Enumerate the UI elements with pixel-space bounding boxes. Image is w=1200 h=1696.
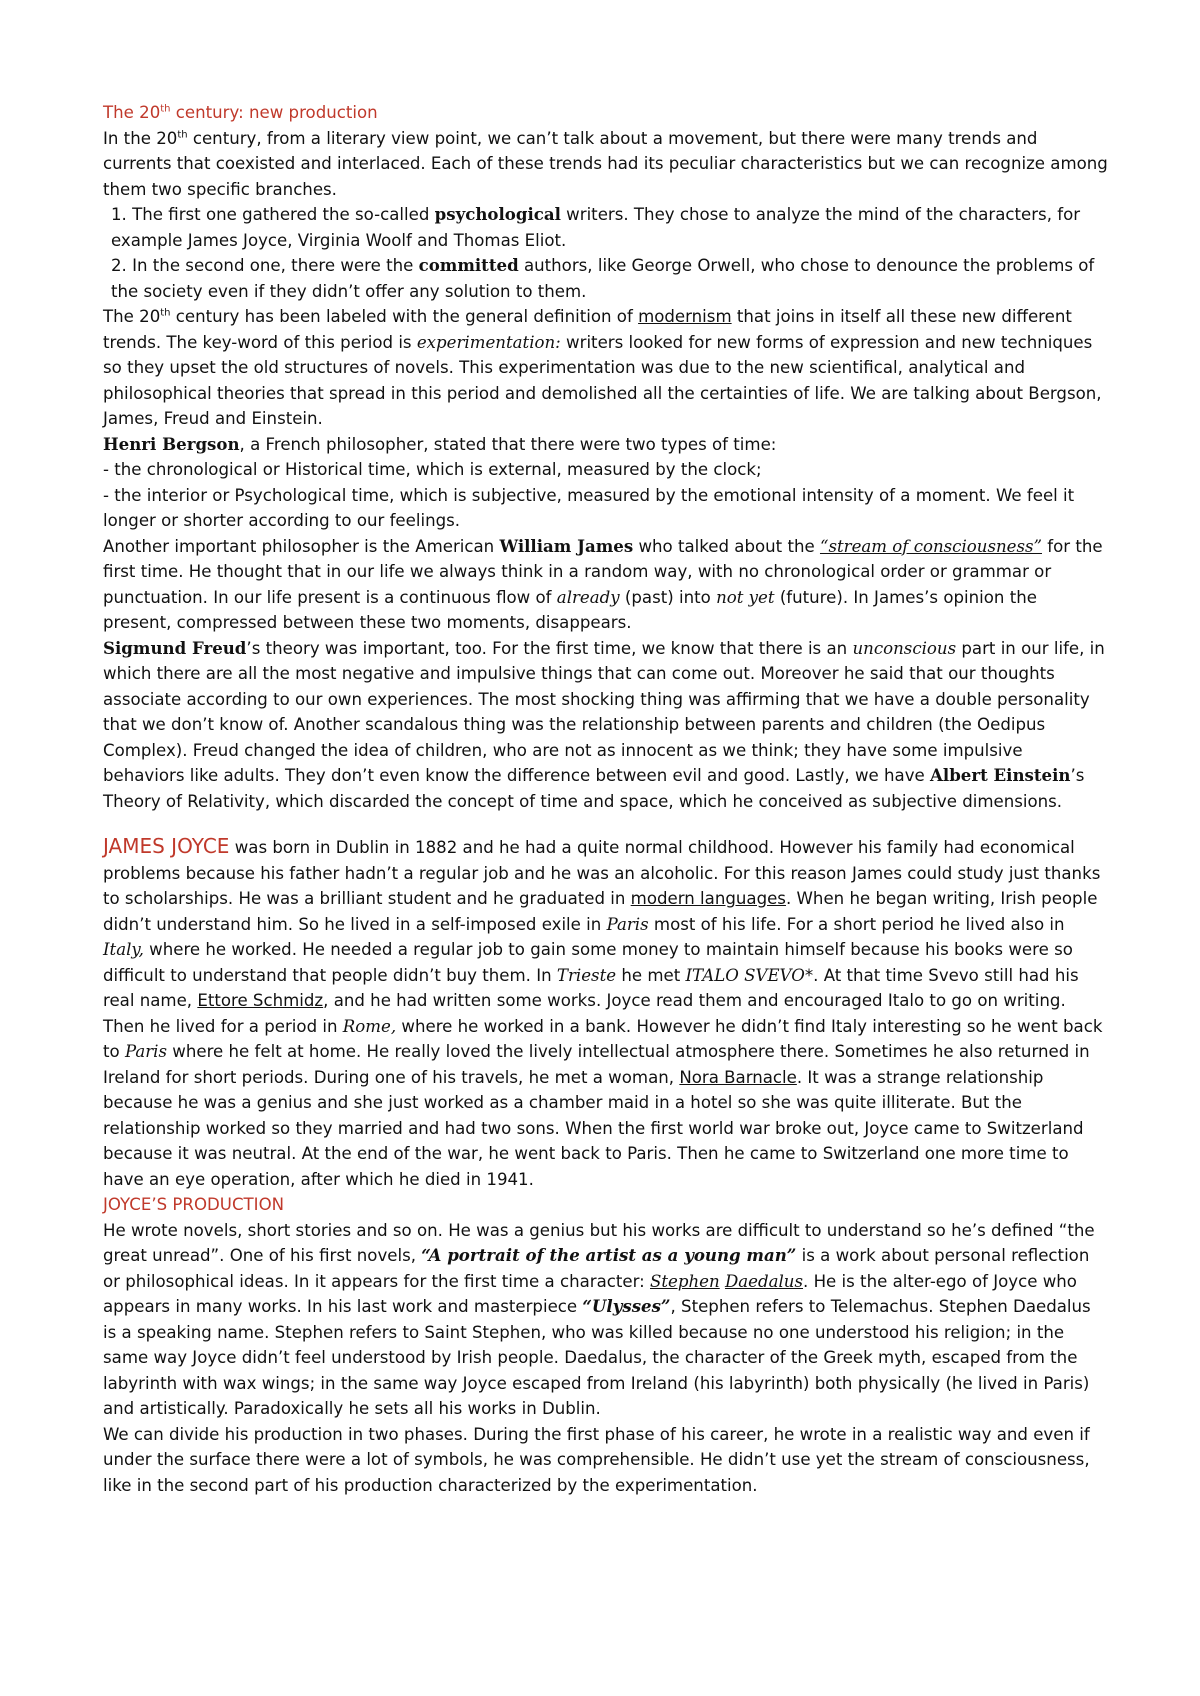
- paragraph-freud: Sigmund Freud’s theory was important, too. For the first time, we know that there is an unconscious part in our life, in which there are all the most negative and impulsive things that can come out. Moreover he said that our thoughts associate according to our own experiences. The most shocking thing was affirming that we have a double personality that we don’t know of. Another scandalous thing was the relationship between parents and children (the Oedipus Complex). Freud changed the idea of children, who are not as innocent as we think; they have some impulsive behaviors like adults. They don’t even know the difference between evil and good. Lastly, we have Albert Einstein’s Theory of Relativity, which discarded the concept of time and space, which he conceived as subjective dimensions.: [103, 637, 1105, 811]
- paragraph-psychological-time: - the interior or Psychological time, which is subjective, measured by the emotional intensity of a moment. We feel it longer or shorter according to our feelings.: [103, 485, 1075, 530]
- paragraph-chronological-time: - the chronological or Historical time, which is external, measured by the clock;: [103, 460, 762, 479]
- paragraph-intro: In the 20th century, from a literary view point, we can’t talk about a movement, but there were many trends and currents that coexisted and interlaced. Each of these trends had its peculiar characteristics but we can recognize among them two specific branches.: [103, 128, 1108, 199]
- paragraph-james-joyce-biography: JAMES JOYCE was born in Dublin in 1882 and he had a quite normal childhood. However his family had economical problems because his father hadn’t a regular job and he was an alcoholic. For this reason James could study just thanks to scholarships. He was a brilliant student and he graduated in modern languages. When he began writing, Irish people didn’t understand him. So he lived in a self-imposed exile in Paris most of his life. For a short period he lived also in Italy, where he worked. He needed a regular job to gain some money to maintain himself because his books were so difficult to understand that people didn’t buy them. In Trieste he met ITALO SVEVO*. At that time Svevo still had his real name, Ettore Schmidz, and he had written some works. Joyce read them and encouraged Italo to go on writing. Then he lived for a period in Rome, where he worked in a bank. However he didn’t find Italy interesting so he went back to Paris where he felt at home. He really loved the lively intellectual atmosphere there. Sometimes he also returned in Ireland for short periods. During one of his travels, he met a woman, Nora Barnacle. It was a strange relationship because he was a genius and she just worked as a chamber maid in a hotel so she was quite illiterate. But the relationship worked so they married and had two sons. When the first world war broke out, Joyce came to Switzerland because it was neutral. At the end of the war, he went back to Paris. Then he came to Switzerland one more time to have an eye operation, after which he died in 1941.: [103, 834, 1103, 1189]
- paragraph-modernism: The 20th century has been labeled with the general definition of modernism that joins in itself all these new different trends. The key-word of this period is experimentation: writers looked for new forms of expression and new techniques so they upset the old structures of novels. This experimentation was due to the new scientifical, analytical and philosophical theories that spread in this period and demolished all the certainties of life. We are talking about Bergson, James, Freud and Einstein.: [103, 307, 1102, 428]
- list-item-committed: 2. In the second one, there were the committed authors, like George Orwell, who chose to denounce the problems of the society even if they didn’t offer any solution to them.: [111, 255, 1095, 301]
- paragraph-bergson: Henri Bergson, a French philosopher, stated that there were two types of time:: [103, 433, 777, 454]
- joyce-name-heading: JAMES JOYCE: [103, 834, 230, 858]
- paragraph-joyce-works: He wrote novels, short stories and so on. He was a genius but his works are difficult to understand so he’s defined “the great unread”. One of his first novels, “A portrait of the artist as a young man” is a work about personal reflection or philosophical ideas. In it appears for the first time a character: Stephen Daedalus. He is the alter-ego of Joyce who appears in many works. In his last work and masterpiece “Ulysses”, Stephen refers to Telemachus. Stephen Daedalus is a speaking name. Stephen refers to Saint Stephen, who was killed because no one understood his religion; in the same way Joyce didn’t feel understood by Irish people. Daedalus, the character of the Greek myth, escaped from the labyrinth with wax wings; in the same way Joyce escaped from Ireland (his labyrinth) both physically (he lived in Paris) and artistically. Paradoxically he sets all his works in Dublin.: [103, 1220, 1095, 1418]
- paragraph-william-james: Another important philosopher is the American William James who talked about the “stream of consciousness” for the first time. He thought that in our life we always think in a random way, with no chronological order or grammar or punctuation. In our life present is a continuous flow of already (past) into not yet (future). In James’s opinion the present, compressed between these two moments, disappears.: [103, 535, 1103, 632]
- paragraph-two-phases: We can divide his production in two phases. During the first phase of his career, he wrote in a realistic way and even if under the surface there were a lot of symbols, he was comprehensible. He didn’t use yet the stream of consciousness, like in the second part of his production characterized by the experimentation.: [103, 1424, 1090, 1495]
- paragraph-spacer: [103, 814, 1108, 834]
- section-heading-20th-century: The 20th century: new production: [103, 103, 378, 122]
- list-item-psychological: 1. The first one gathered the so-called psychological writers. They chose to analyze the mind of the characters, for example James Joyce, Virginia Woolf and Thomas Eliot.: [111, 204, 1081, 250]
- section-heading-joyce-production: JOYCE’S PRODUCTION: [103, 1195, 285, 1214]
